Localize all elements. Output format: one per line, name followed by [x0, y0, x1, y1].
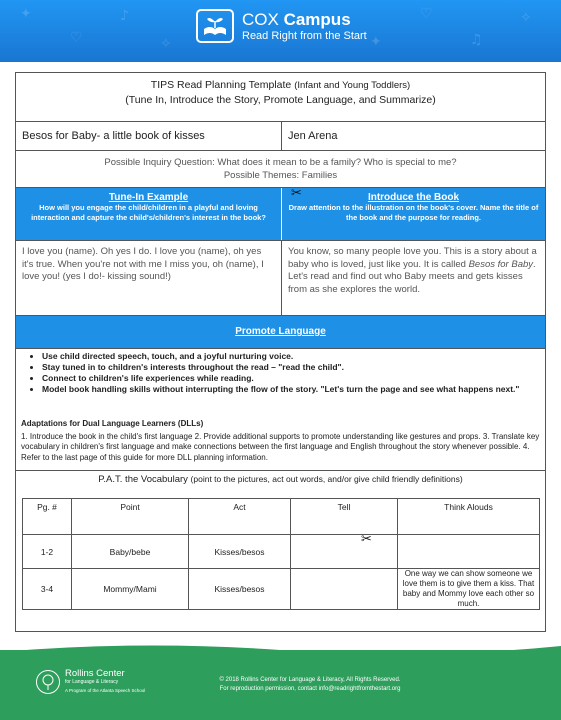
- list-item: • Model book handling skills without interrupting the flow of the story. "Let's turn the page and see what happens next.": [42, 384, 552, 395]
- divider: [16, 470, 545, 471]
- pat-subtitle: (point to the pictures, act out words, and/or give child friendly definitions): [190, 474, 463, 484]
- table-cell: Baby/bebe: [72, 535, 189, 569]
- introduce-text: [282, 241, 545, 315]
- brand-cox: COX: [242, 9, 279, 29]
- copyright-text: © 2018 Rollins Center for Language & Literacy, All Rights Reserved.: [219, 677, 401, 683]
- star-doodle-icon: ✧: [520, 10, 532, 26]
- column-header: Tell: [291, 499, 398, 535]
- table-cell: [291, 535, 398, 569]
- promote-language-header: [16, 316, 545, 348]
- heart-doodle-icon: ♡: [70, 30, 83, 46]
- divider: [16, 348, 545, 349]
- copyright-notice: [175, 676, 445, 694]
- promote-bullets: [28, 351, 552, 395]
- column-header: Pg. #: [23, 499, 72, 535]
- dll-title: Adaptations for Dual Language Learners (DLLs): [21, 419, 204, 428]
- introduce-text-part: . Let's read and find out who Baby meets and gets kisses from as she explores the world.: [288, 258, 536, 295]
- table-cell: Kisses/besos: [189, 535, 291, 569]
- note-doodle-icon: ♪: [120, 8, 129, 24]
- header-banner: [0, 0, 561, 62]
- org-tiny: A Program of the Atlanta Speech School: [65, 688, 146, 693]
- vocabulary-table: [22, 498, 540, 610]
- pat-heading: [16, 474, 545, 485]
- inquiry-question: Possible Inquiry Question: What does it mean to be a family? Who is special to me?: [104, 157, 457, 168]
- pat-title: P.A.T. the Vocabulary: [98, 474, 188, 485]
- book-sprout-icon: [196, 9, 234, 43]
- steps-text-row: [16, 241, 545, 315]
- introduce-prompt: Draw attention to the illustration on the book's cover. Name the title of the book and the purpose for reading.: [288, 203, 539, 222]
- cox-campus-logo: [196, 9, 367, 43]
- table-cell: [398, 535, 540, 569]
- table-cell: 1-2: [23, 535, 72, 569]
- tune-in-heading: Tune-In Example: [108, 192, 189, 203]
- introduce-header: [282, 188, 545, 240]
- table-header-row: [23, 499, 540, 535]
- table-cell: Mommy/Mami: [72, 569, 189, 610]
- book-title-italic: Besos for Baby: [468, 258, 534, 270]
- inquiry-themes: Possible Themes: Families: [223, 169, 338, 181]
- heart-doodle-icon: ♡: [420, 6, 433, 22]
- brand-campus: Campus: [283, 9, 351, 29]
- rollins-center-logo: [36, 668, 145, 696]
- list-item: • Stay tuned in to children's interests throughout the read – "read the child".: [42, 362, 552, 373]
- table-row: [23, 535, 540, 569]
- planning-template: [15, 72, 546, 632]
- scissors-icon: ✂: [291, 185, 302, 200]
- note-doodle-icon: ♫: [470, 32, 483, 48]
- star-doodle-icon: ✦: [20, 6, 32, 22]
- tune-in-prompt: How will you engage the child/children in a playful and loving interaction and capture the child's/children's interest in the book?: [31, 203, 266, 222]
- star-doodle-icon: ✦: [370, 34, 382, 50]
- column-header: Point: [72, 499, 189, 535]
- table-cell: Kisses/besos: [189, 569, 291, 610]
- introduce-text-part: You know, so many people love you. This is a story about a baby who is loved, just like you. It is called: [288, 246, 537, 270]
- list-item: • Connect to children's life experiences while reading.: [42, 373, 552, 384]
- dll-text: 1. Introduce the book in the child's first language 2. Provide additional supports to promote understanding like gestures and props. 3. Translate key vocabulary in children's first language and make connections between the first language and English throughout the story whenever possible. 4. Refer to the last page of this guide for more DLL planning information.: [21, 431, 540, 462]
- book-title: Besos for Baby- a little book of kisses: [22, 130, 205, 142]
- introduce-heading: Introduce the Book: [367, 192, 460, 203]
- title-main: TIPS Read Planning Template: [150, 79, 292, 91]
- dll-section: [21, 419, 541, 463]
- scissors-icon: ✂: [361, 531, 372, 546]
- book-info-row: [16, 122, 545, 150]
- table-row: [23, 569, 540, 610]
- title-audience: (Infant and Young Toddlers): [294, 80, 411, 91]
- title-steps: (Tune In, Introduce the Story, Promote Language, and Summarize): [125, 94, 436, 106]
- star-doodle-icon: ✧: [160, 36, 172, 52]
- table-cell: 3-4: [23, 569, 72, 610]
- steps-header-row: [16, 188, 545, 240]
- org-sub: for Language & Literacy: [65, 679, 119, 685]
- permission-text: For reproduction permission, contact info@readrightfromthestart.org: [219, 686, 401, 692]
- tune-in-text: I love you (name). Oh yes I do. I love you (name), oh yes it's true. When you're not with me I miss you, oh (name), I love you! (yes I do!- kissing sound!): [22, 246, 264, 282]
- tree-icon: [36, 670, 60, 694]
- inquiry-section: [16, 151, 545, 187]
- column-header: Think Alouds: [398, 499, 540, 535]
- brand-tagline: Read Right from the Start: [242, 29, 367, 42]
- table-cell: [291, 569, 398, 610]
- table-cell: One way we can show someone we love them is to give them a kiss. That baby and Mommy love each other so much.: [398, 569, 540, 610]
- template-title: [16, 73, 545, 121]
- promote-heading: Promote Language: [235, 326, 326, 337]
- tune-in-header: [16, 188, 281, 240]
- org-name: Rollins Center: [65, 668, 125, 679]
- column-header: Act: [189, 499, 291, 535]
- book-author: Jen Arena: [288, 130, 338, 142]
- list-item: • Use child directed speech, touch, and a joyful nurturing voice.: [42, 351, 552, 362]
